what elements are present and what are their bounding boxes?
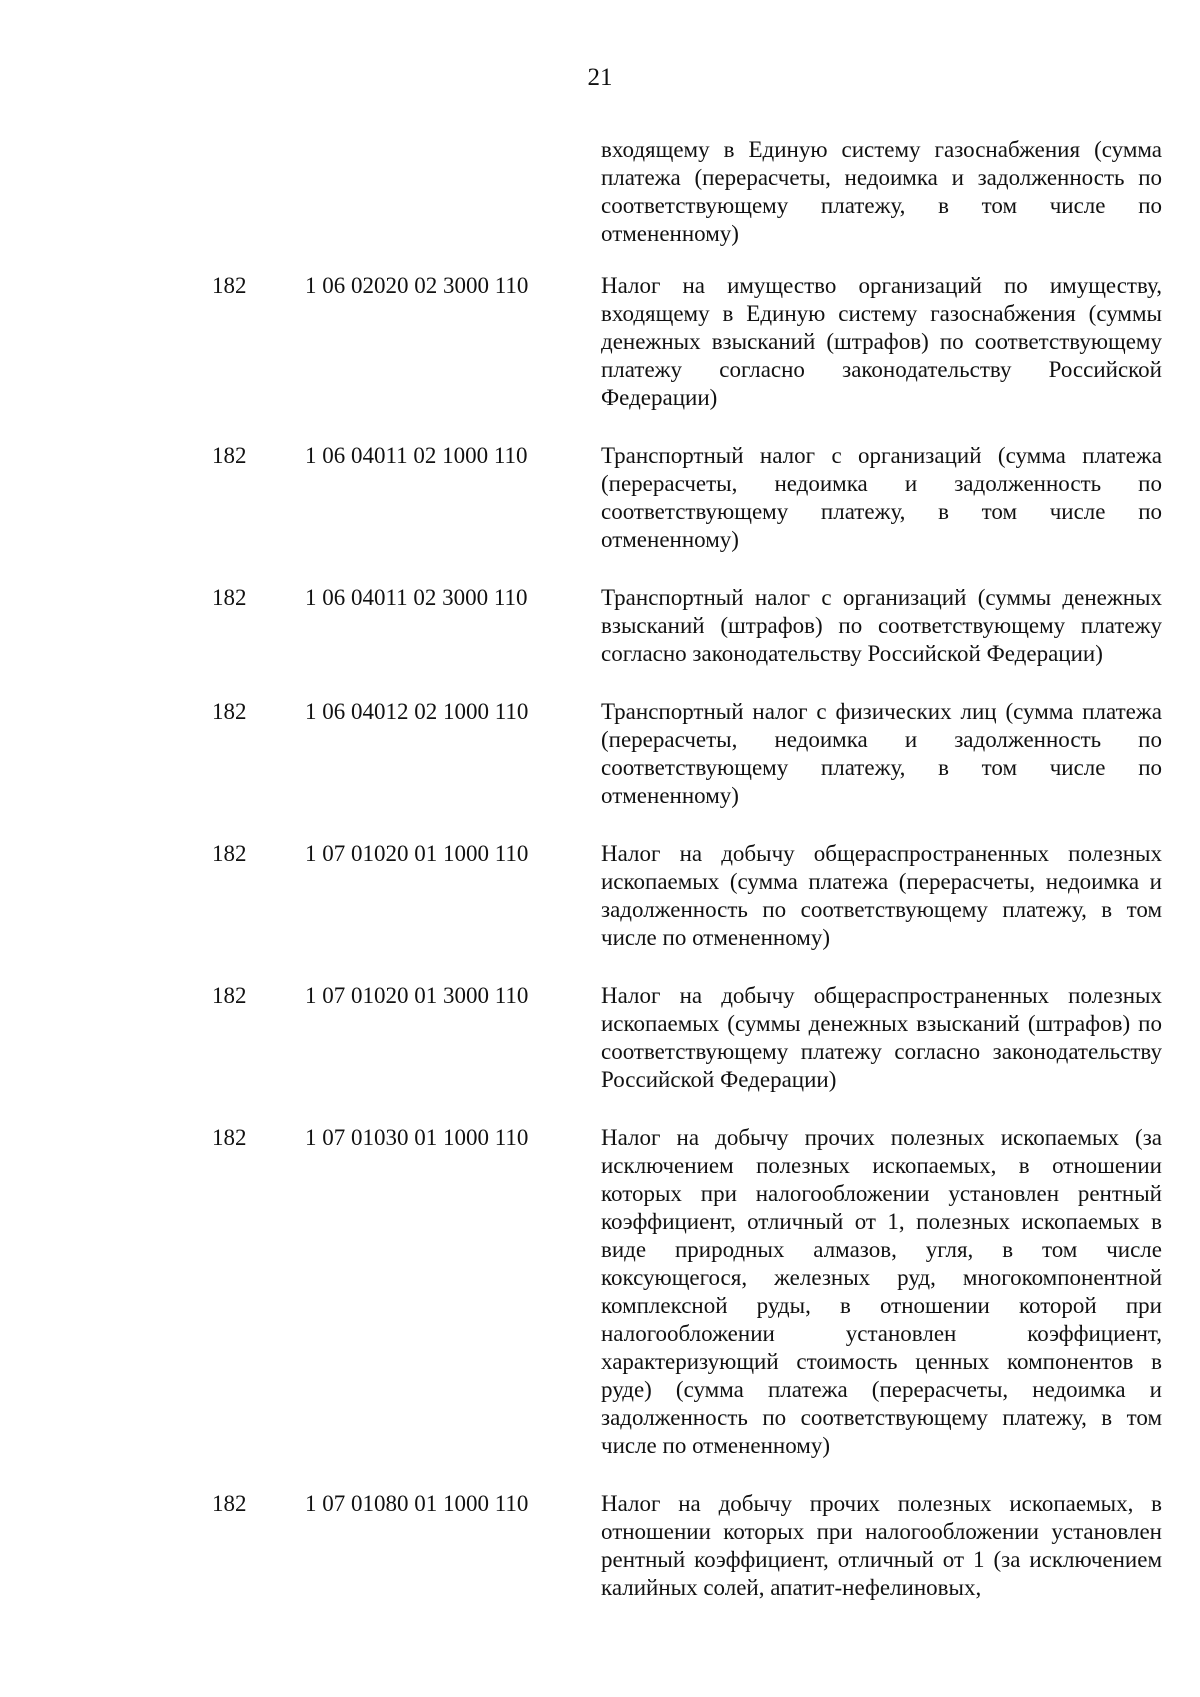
budget-classification-code: 1 06 04012 02 1000 110: [305, 699, 529, 724]
income-description: Транспортный налог с организаций (сумма платежа (перерасчеты, недоимка и задолженность по соответствующему платежу, в том числе по отмененному): [601, 443, 1162, 552]
budget-classification-code: 1 06 04011 02 1000 110: [305, 443, 528, 468]
budget-classification-code: 1 07 01030 01 1000 110: [305, 1125, 529, 1150]
administrator-code: 182: [212, 1125, 247, 1150]
page-number: 21: [587, 64, 613, 91]
income-code-table: [0, 136, 1200, 1632]
budget-classification-code: 1 06 02020 02 3000 110: [305, 273, 529, 298]
table-row: [0, 1490, 1200, 1602]
table-row: [0, 840, 1200, 952]
table-row: [0, 982, 1200, 1094]
budget-classification-code: 1 07 01080 01 1000 110: [305, 1491, 529, 1516]
budget-classification-code: 1 07 01020 01 3000 110: [305, 983, 529, 1008]
budget-classification-code: 1 07 01020 01 1000 110: [305, 841, 529, 866]
administrator-code: 182: [212, 699, 247, 724]
table-row: [0, 1124, 1200, 1460]
administrator-code: 182: [212, 443, 247, 468]
table-row: [0, 272, 1200, 412]
income-description: Транспортный налог с организаций (суммы денежных взысканий (штрафов) по соответствующему платежу согласно законодательству Российской Федерации): [601, 585, 1162, 666]
administrator-code: 182: [212, 585, 247, 610]
table-row-continuation: [0, 136, 1200, 248]
income-description: Налог на добычу общераспространенных полезных ископаемых (суммы денежных взысканий (штрафов) по соответствующему платежу согласно законодательству Российской Федерации): [601, 983, 1162, 1092]
administrator-code: 182: [212, 841, 247, 866]
budget-classification-code: 1 06 04011 02 3000 110: [305, 585, 528, 610]
table-row: [0, 584, 1200, 668]
administrator-code: 182: [212, 983, 247, 1008]
table-row: [0, 442, 1200, 554]
income-description: Налог на имущество организаций по имуществу, входящему в Единую систему газоснабжения (суммы денежных взысканий (штрафов) по соответствующему платежу согласно законодательству Российской Федерации): [601, 273, 1162, 410]
income-description: входящему в Единую систему газоснабжения (сумма платежа (перерасчеты, недоимка и задолженность по соответствующему платежу, в том числе по отмененному): [601, 137, 1162, 246]
table-row: [0, 698, 1200, 810]
income-description: Транспортный налог с физических лиц (сумма платежа (перерасчеты, недоимка и задолженность по соответствующему платежу, в том числе по отмененному): [601, 699, 1162, 808]
income-description: Налог на добычу прочих полезных ископаемых (за исключением полезных ископаемых, в отношении которых при налогообложении установлен рентный коэффициент, отличный от 1, полезных ископаемых в виде природных алмазов, угля, в том числе коксующегося, железных руд, многокомпонентной комплексной руды, в отношении которой при налогообложении установлен коэффициент, характеризующий стоимость ценных компонентов в руде) (сумма платежа (перерасчеты, недоимка и задолженность по соответствующему платежу, в том числе по отмененному): [601, 1125, 1162, 1458]
administrator-code: 182: [212, 1491, 247, 1516]
administrator-code: 182: [212, 273, 247, 298]
income-description: Налог на добычу общераспространенных полезных ископаемых (сумма платежа (перерасчеты, недоимка и задолженность по соответствующему платежу, в том числе по отмененному): [601, 841, 1162, 950]
income-description: Налог на добычу прочих полезных ископаемых, в отношении которых при налогообложении установлен рентный коэффициент, отличный от 1 (за исключением калийных солей, апатит-нефелиновых,: [601, 1491, 1162, 1600]
